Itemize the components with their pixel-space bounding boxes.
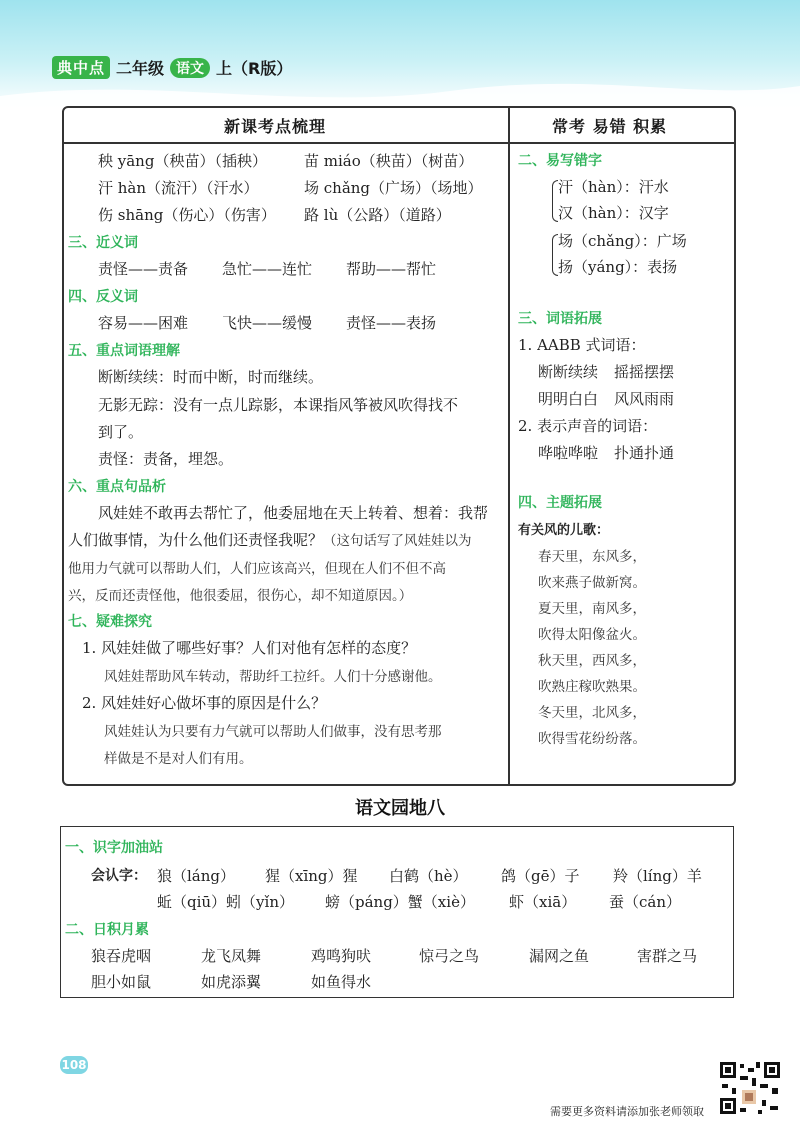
footer-note: 需要更多资料请添加张老师领取 xyxy=(550,1105,704,1118)
section-title-difficult-questions: 七、疑难探究 xyxy=(68,614,152,630)
left-column-title: 新课考点梳理 xyxy=(224,117,327,136)
pinyin-word: 秧 yāng（秧苗）（插秧） xyxy=(98,152,267,170)
section-title-error-prone-chars: 二、易写错字 xyxy=(518,153,602,169)
extension-word: 风风雨雨 xyxy=(614,390,675,408)
idiom: 漏网之鱼 xyxy=(529,947,590,965)
pinyin-word: 汗 hàn（流汗）（汗水） xyxy=(98,179,259,197)
extension-item: 1. AABB 式词语： xyxy=(518,336,646,354)
section-title-antonyms: 四、反义词 xyxy=(68,289,138,305)
song-title: 有关风的儿歌： xyxy=(518,523,610,538)
antonym-pair: 责怪——表扬 xyxy=(346,314,437,332)
char-item: 狼（láng） xyxy=(157,867,236,885)
recognize-label: 会认字： xyxy=(91,868,147,884)
char-compare: 汗（hàn）：汗水 xyxy=(558,178,669,196)
extension-word: 哗啦哗啦 xyxy=(538,444,599,462)
right-column-title: 常考 易错 积累 xyxy=(552,117,668,136)
section-title-key-sentence: 六、重点句品析 xyxy=(68,479,166,495)
antonym-pair: 容易——困难 xyxy=(98,314,189,332)
char-item: 猩（xīng）猩 xyxy=(265,867,358,885)
char-item: 羚（líng）羊 xyxy=(613,867,702,885)
key-sentence: 人们做事情，为什么他们还责怪我呢？ xyxy=(68,531,324,549)
char-item: 蚕（cán） xyxy=(609,893,682,911)
synonym-pair: 责怪——责备 xyxy=(98,260,189,278)
extension-item: 2. 表示声音的词语： xyxy=(518,417,658,435)
book-brand xyxy=(52,56,292,79)
pinyin-word: 场 chǎng（广场）（场地） xyxy=(304,179,483,197)
char-item: 螃（páng）蟹（xiè） xyxy=(325,893,475,911)
question: 2. 风娃娃好心做坏事的原因是什么？ xyxy=(82,694,327,712)
word-explanation: 无影无踪：没有一点儿踪影，本课指风筝被风吹得找不 xyxy=(98,396,459,414)
song-line: 夏天里，南风多， xyxy=(538,601,646,617)
pinyin-word: 苗 miáo（秧苗）（树苗） xyxy=(304,152,474,170)
grade-label: 二年级 xyxy=(116,59,165,78)
char-compare: 场（chǎng）：广场 xyxy=(558,232,687,250)
garden-title: 语文园地八 xyxy=(355,798,445,819)
song-line: 吹得雪花纷纷落。 xyxy=(538,731,646,747)
answer: 风娃娃帮助风车转动，帮助纤工拉纤。人们十分感谢他。 xyxy=(104,669,442,685)
key-sentence: 风娃娃不敢再去帮忙了，他委屈地在天上转着、想着：我帮 xyxy=(98,504,489,522)
char-item: 白鹤（hè） xyxy=(389,867,468,885)
idiom: 狼吞虎咽 xyxy=(91,947,152,965)
column-divider xyxy=(508,108,510,784)
word-explanation: 责怪：责备，埋怨。 xyxy=(98,450,234,468)
pinyin-word: 路 lù（公路）（道路） xyxy=(304,206,451,224)
answer: 风娃娃认为只要有力气就可以帮助人们做事，没有思考那 xyxy=(104,724,442,740)
song-line: 秋天里，西风多， xyxy=(538,653,646,669)
sentence-analysis: 他用力气就可以帮助人们，人们应该高兴，但现在人们不但不高 xyxy=(68,561,446,577)
song-line: 吹得太阳像盆火。 xyxy=(538,627,646,643)
char-compare: 扬（yáng）：表扬 xyxy=(558,258,678,276)
sentence-analysis: （这句话写了风娃娃以为 xyxy=(323,533,472,549)
sentence-analysis: 兴，反而还责怪他，他很委屈，很伤心，却不知道原因。） xyxy=(68,588,413,604)
extension-word: 断断续续 xyxy=(538,363,599,381)
section-title-daily-accumulation: 二、日积月累 xyxy=(65,922,149,938)
idiom: 龙飞凤舞 xyxy=(201,947,262,965)
garden-box xyxy=(60,826,734,998)
extension-word: 明明白白 xyxy=(538,390,599,408)
question: 1. 风娃娃做了哪些好事？人们对他有怎样的态度？ xyxy=(82,639,417,657)
idiom: 害群之马 xyxy=(637,947,698,965)
word-explanation: 断断续续：时而中断，时而继续。 xyxy=(98,368,324,386)
section-title-synonyms: 三、近义词 xyxy=(68,235,138,251)
section-title-word-extension: 三、词语拓展 xyxy=(518,311,602,327)
qr-code-icon xyxy=(718,1060,782,1116)
char-item: 蚯（qiū）蚓（yǐn） xyxy=(157,893,294,911)
page-number: 108 xyxy=(61,1058,87,1072)
section-title-theme-extension: 四、主题拓展 xyxy=(518,495,602,511)
brand-logo: 典中点 xyxy=(52,56,110,79)
song-line: 冬天里，北风多， xyxy=(538,705,646,721)
section-title-literacy: 一、识字加油站 xyxy=(65,840,163,856)
synonym-pair: 帮助——帮忙 xyxy=(346,260,437,278)
section-title-key-words: 五、重点词语理解 xyxy=(68,343,180,359)
key-sentence-with-note xyxy=(68,529,472,550)
answer: 样做是不是对人们有用。 xyxy=(104,751,253,767)
extension-word: 扑通扑通 xyxy=(614,444,675,462)
idiom: 胆小如鼠 xyxy=(91,973,152,991)
song-line: 春天里，东风多， xyxy=(538,549,646,565)
song-line: 吹熟庄稼吹熟果。 xyxy=(538,679,646,695)
idiom: 鸡鸣狗吠 xyxy=(311,947,372,965)
char-compare: 汉（hàn）：汉字 xyxy=(558,204,669,222)
pinyin-word: 伤 shāng（伤心）（伤害） xyxy=(98,206,276,224)
extension-word: 摇摇摆摆 xyxy=(614,363,675,381)
review-box xyxy=(62,106,736,786)
synonym-pair: 急忙——连忙 xyxy=(222,260,313,278)
idiom: 如虎添翼 xyxy=(201,973,262,991)
song-line: 吹来燕子做新窝。 xyxy=(538,575,646,591)
idiom: 如鱼得水 xyxy=(311,973,372,991)
word-explanation: 到了。 xyxy=(98,423,144,441)
subject-badge: 语文 xyxy=(170,58,210,78)
char-item: 虾（xiā） xyxy=(509,893,577,911)
idiom: 惊弓之鸟 xyxy=(419,947,480,965)
antonym-pair: 飞快——缓慢 xyxy=(222,314,313,332)
edition-label: 上（R版） xyxy=(216,59,293,78)
char-item: 鸽（gē）子 xyxy=(501,867,580,885)
